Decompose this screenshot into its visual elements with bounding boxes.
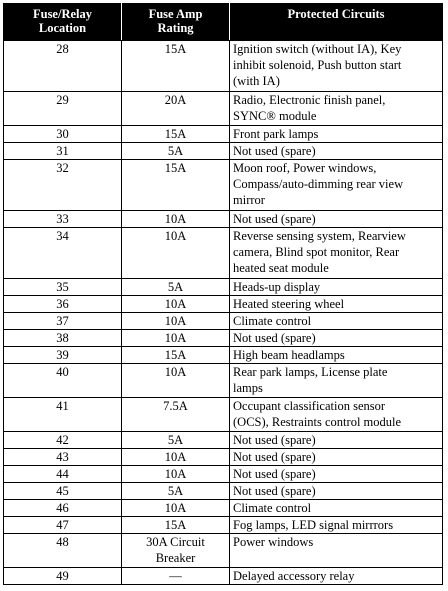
amp-rating-line: 30A Circuit (146, 535, 205, 549)
amp-rating-line: 15A (164, 348, 187, 362)
table-row (4, 330, 443, 347)
protected-circuits-cell (230, 330, 443, 347)
table-row (4, 347, 443, 364)
amp-rating-cell (122, 92, 230, 126)
protected-circuit-line: inhibit solenoid, Push button start (233, 58, 402, 72)
fuse-location-cell: 36 (4, 296, 122, 313)
table-row (4, 568, 443, 585)
protected-circuits-cell (230, 432, 443, 449)
protected-circuit-line: Ignition switch (without IA), Key (233, 42, 402, 56)
amp-rating-line: Breaker (155, 551, 196, 565)
fuse-location-cell: 38 (4, 330, 122, 347)
protected-circuit-line: heated seat module (233, 261, 329, 275)
protected-circuit-line: Not used (spare) (233, 144, 316, 158)
amp-rating-line: 20A (164, 93, 187, 107)
table-row (4, 313, 443, 330)
protected-circuits-cell (230, 398, 443, 432)
protected-circuits-cell (230, 92, 443, 126)
table-row (4, 296, 443, 313)
protected-circuit-line: Radio, Electronic finish panel, (233, 93, 386, 107)
protected-circuit-line: (with IA) (233, 74, 280, 88)
protected-circuit-line: Power windows (233, 535, 314, 549)
amp-rating-line: 5A (167, 280, 184, 294)
fuse-relay-table (3, 3, 443, 585)
amp-rating-line: 15A (164, 518, 187, 532)
table-row (4, 517, 443, 534)
protected-circuits-cell (230, 568, 443, 585)
protected-circuit-line: Climate control (233, 314, 312, 328)
amp-rating-cell (122, 330, 230, 347)
protected-circuit-line: (OCS), Restraints control module (233, 415, 402, 429)
amp-rating-cell (122, 534, 230, 568)
fuse-location-cell: 39 (4, 347, 122, 364)
table-row (4, 534, 443, 568)
table-row (4, 126, 443, 143)
table-row (4, 211, 443, 228)
protected-circuits-cell (230, 41, 443, 92)
fuse-location-cell: 40 (4, 364, 122, 398)
table-row (4, 398, 443, 432)
table-row (4, 449, 443, 466)
fuse-location-cell: 37 (4, 313, 122, 330)
header-line: Location (38, 21, 87, 35)
fuse-table-wrapper (3, 3, 443, 585)
header-fuse-amp-rating (122, 4, 230, 41)
protected-circuit-line: Not used (spare) (233, 450, 316, 464)
amp-rating-cell (122, 432, 230, 449)
table-row (4, 41, 443, 92)
protected-circuit-line: Compass/auto-dimming rear view (233, 177, 404, 191)
amp-rating-line: 15A (164, 42, 187, 56)
amp-rating-cell (122, 517, 230, 534)
protected-circuits-cell (230, 364, 443, 398)
amp-rating-cell (122, 228, 230, 279)
amp-rating-cell (122, 449, 230, 466)
table-body (4, 41, 443, 585)
table-row (4, 143, 443, 160)
fuse-location-cell: 29 (4, 92, 122, 126)
table-row (4, 500, 443, 517)
protected-circuits-cell (230, 517, 443, 534)
fuse-location-cell: 47 (4, 517, 122, 534)
protected-circuits-cell (230, 160, 443, 211)
header-fuse-relay-location (4, 4, 122, 41)
amp-rating-line: 10A (164, 212, 187, 226)
fuse-location-cell: 45 (4, 483, 122, 500)
protected-circuit-line: Rear park lamps, License plate (233, 365, 388, 379)
protected-circuit-line: Not used (spare) (233, 467, 316, 481)
fuse-location-cell: 49 (4, 568, 122, 585)
amp-rating-cell (122, 364, 230, 398)
amp-rating-cell (122, 143, 230, 160)
protected-circuits-cell (230, 313, 443, 330)
protected-circuits-cell (230, 143, 443, 160)
fuse-location-cell: 34 (4, 228, 122, 279)
protected-circuit-line: mirror (233, 193, 265, 207)
protected-circuits-cell (230, 347, 443, 364)
amp-rating-cell (122, 347, 230, 364)
amp-rating-line: 10A (164, 450, 187, 464)
table-row (4, 483, 443, 500)
protected-circuit-line: Heated steering wheel (233, 297, 345, 311)
protected-circuits-cell (230, 534, 443, 568)
protected-circuits-cell (230, 483, 443, 500)
table-row (4, 466, 443, 483)
amp-rating-line: 10A (164, 297, 187, 311)
amp-rating-line: 10A (164, 331, 187, 345)
protected-circuit-line: Heads-up display (233, 280, 321, 294)
amp-rating-line: 15A (164, 161, 187, 175)
amp-rating-cell (122, 568, 230, 585)
protected-circuit-line: Fog lamps, LED signal mirrrors (233, 518, 394, 532)
header-protected-circuits (230, 4, 443, 41)
protected-circuits-cell (230, 228, 443, 279)
protected-circuit-line: Not used (spare) (233, 484, 316, 498)
amp-rating-cell (122, 398, 230, 432)
fuse-location-cell: 44 (4, 466, 122, 483)
fuse-location-cell: 32 (4, 160, 122, 211)
amp-rating-line: — (169, 569, 182, 583)
fuse-location-cell: 42 (4, 432, 122, 449)
amp-rating-line: 15A (164, 127, 187, 141)
amp-rating-cell (122, 313, 230, 330)
fuse-location-cell: 43 (4, 449, 122, 466)
amp-rating-line: 10A (164, 229, 187, 243)
table-row (4, 160, 443, 211)
protected-circuit-line: Moon roof, Power windows, (233, 161, 377, 175)
fuse-location-cell: 46 (4, 500, 122, 517)
protected-circuit-line: Delayed accessory relay (233, 569, 355, 583)
protected-circuit-line: camera, Blind spot monitor, Rear (233, 245, 400, 259)
protected-circuits-cell (230, 126, 443, 143)
amp-rating-cell (122, 279, 230, 296)
protected-circuits-cell (230, 211, 443, 228)
protected-circuit-line: Occupant classification sensor (233, 399, 386, 413)
protected-circuits-cell (230, 449, 443, 466)
header-line: Protected Circuits (287, 7, 385, 21)
amp-rating-cell (122, 500, 230, 517)
header-line: Rating (157, 21, 194, 35)
header-line: Fuse Amp (148, 7, 203, 21)
fuse-location-cell: 30 (4, 126, 122, 143)
protected-circuits-cell (230, 466, 443, 483)
protected-circuit-line: Front park lamps (233, 127, 319, 141)
table-row (4, 92, 443, 126)
table-row (4, 279, 443, 296)
table-row (4, 364, 443, 398)
amp-rating-line: 5A (167, 433, 184, 447)
amp-rating-cell (122, 126, 230, 143)
amp-rating-line: 10A (164, 501, 187, 515)
fuse-location-cell: 31 (4, 143, 122, 160)
protected-circuit-line: lamps (233, 381, 263, 395)
amp-rating-cell (122, 160, 230, 211)
amp-rating-cell (122, 483, 230, 500)
table-header-row (4, 4, 443, 41)
protected-circuit-line: High beam headlamps (233, 348, 345, 362)
fuse-location-cell: 35 (4, 279, 122, 296)
amp-rating-line: 10A (164, 314, 187, 328)
protected-circuit-line: SYNC® module (233, 109, 317, 123)
amp-rating-cell (122, 41, 230, 92)
protected-circuits-cell (230, 279, 443, 296)
table-row (4, 228, 443, 279)
table-row (4, 432, 443, 449)
amp-rating-cell (122, 296, 230, 313)
fuse-location-cell: 41 (4, 398, 122, 432)
amp-rating-line: 5A (167, 144, 184, 158)
protected-circuit-line: Reverse sensing system, Rearview (233, 229, 406, 243)
protected-circuits-cell (230, 296, 443, 313)
amp-rating-line: 10A (164, 365, 187, 379)
protected-circuit-line: Climate control (233, 501, 312, 515)
protected-circuit-line: Not used (spare) (233, 433, 316, 447)
fuse-location-cell: 48 (4, 534, 122, 568)
header-line: Fuse/Relay (32, 7, 93, 21)
amp-rating-line: 5A (167, 484, 184, 498)
amp-rating-line: 10A (164, 467, 187, 481)
amp-rating-cell (122, 211, 230, 228)
amp-rating-line: 7.5A (163, 399, 188, 413)
protected-circuit-line: Not used (spare) (233, 331, 316, 345)
fuse-location-cell: 33 (4, 211, 122, 228)
protected-circuit-line: Not used (spare) (233, 212, 316, 226)
amp-rating-cell (122, 466, 230, 483)
protected-circuits-cell (230, 500, 443, 517)
fuse-location-cell: 28 (4, 41, 122, 92)
